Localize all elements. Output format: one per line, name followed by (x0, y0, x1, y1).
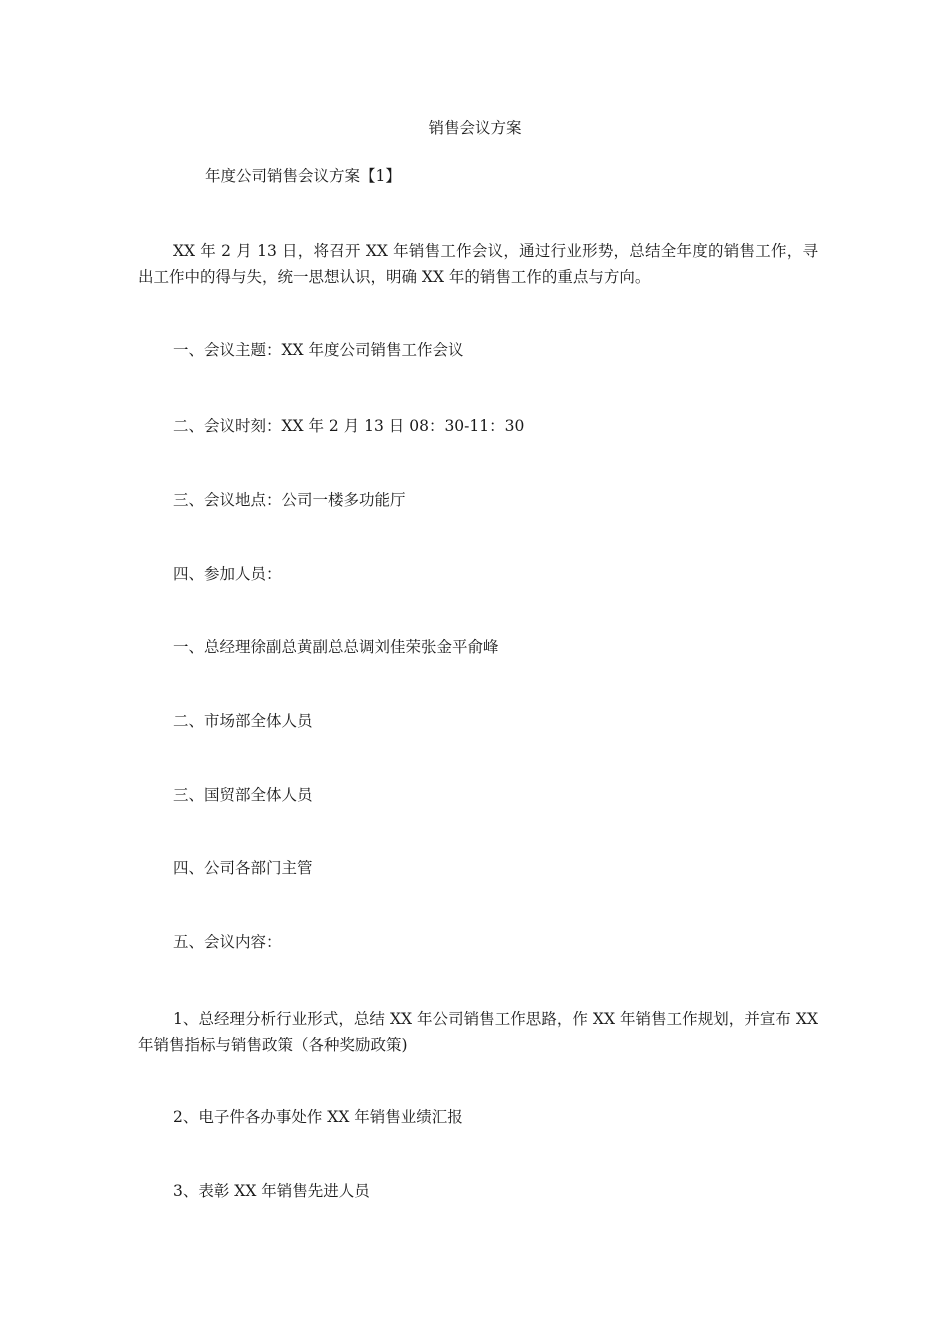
content-item: 1、总经理分析行业形式，总结 XX 年公司销售工作思路，作 XX 年销售工作规划，并宣布 XX 年销售指标与销售政策（各种奖励政策) (138, 1010, 818, 1054)
content-item: 2、电子件各办事处作 XX 年销售业绩汇报 (173, 1108, 463, 1126)
attendee-item: 二、市场部全体人员 (173, 712, 313, 730)
intro-paragraph: XX 年 2 月 13 日，将召开 XX 年销售工作会议，通过行业形势，总结全年度的销售工作，寻出工作中的得与失，统一思想认识，明确 XX 年的销售工作的重点与方向。 (138, 242, 818, 286)
document-subtitle: 年度公司销售会议方案【1】 (205, 167, 401, 185)
attendee-item: 三、国贸部全体人员 (173, 786, 313, 804)
attendee-item: 四、公司各部门主管 (173, 859, 313, 877)
meeting-time: 二、会议时刻：XX 年 2 月 13 日 08：30-11：30 (173, 417, 525, 435)
attendees-heading: 四、参加人员： (173, 565, 282, 583)
attendee-item: 一、总经理徐副总黄副总总调刘佳荣张金平俞峰 (173, 638, 499, 656)
meeting-place: 三、会议地点：公司一楼多功能厅 (173, 491, 406, 509)
meeting-theme: 一、会议主题：XX 年度公司销售工作会议 (173, 341, 464, 359)
content-item: 3、表彰 XX 年销售先进人员 (173, 1182, 370, 1200)
document-title: 销售会议方案 (428, 119, 522, 137)
content-heading: 五、会议内容： (173, 933, 282, 951)
